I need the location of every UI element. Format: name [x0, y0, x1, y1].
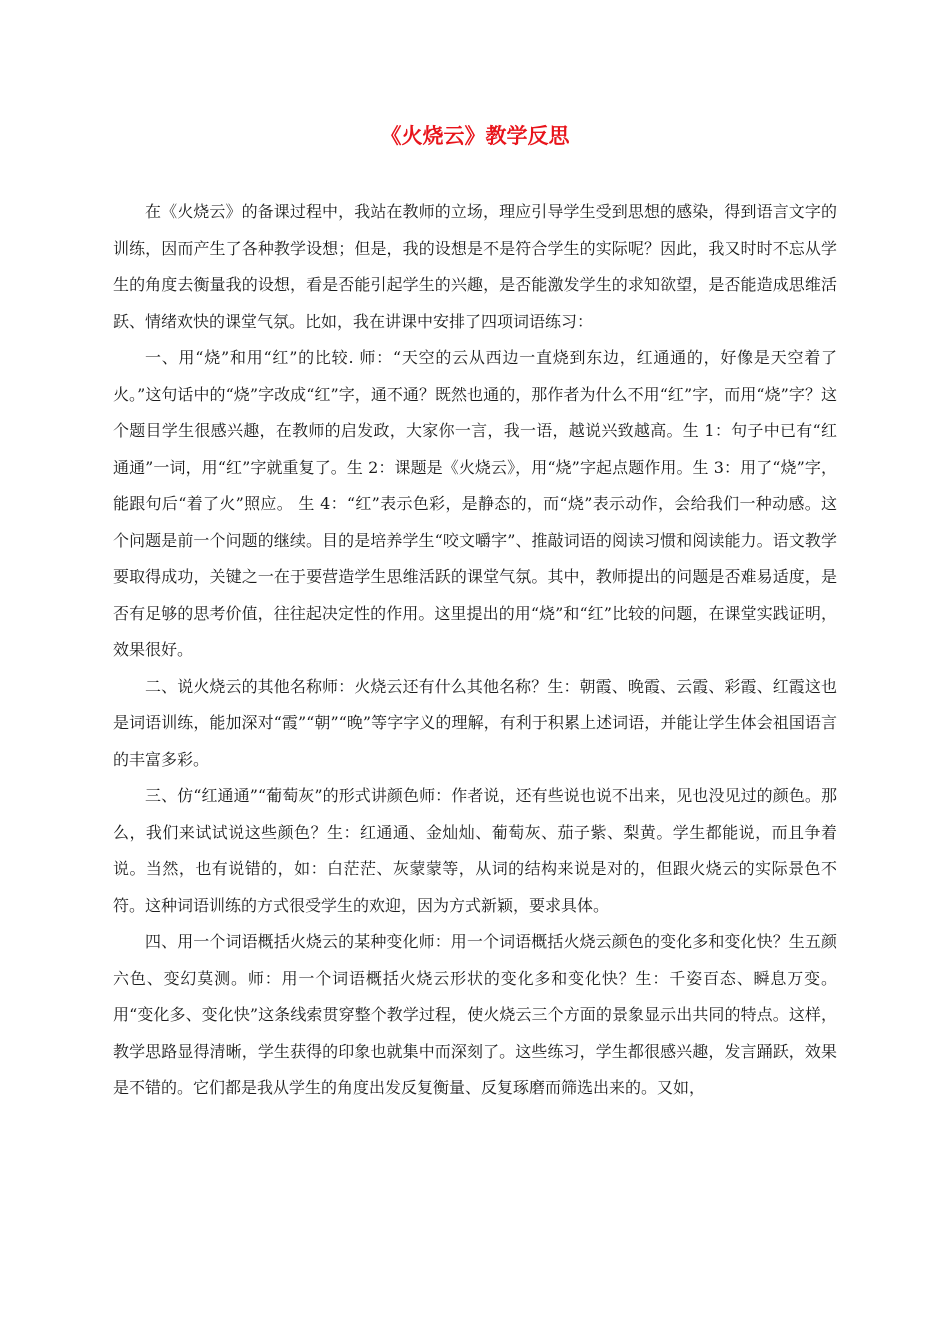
- paragraph-exercise-1: 一、用“烧”和用“红”的比较. 师：“天空的云从西边一直烧到东边，红通通的，好像是天空着了火。”这句话中的“烧”字改成“红”字，通不通？既然也通的，那作者为什么不用“红”字，而用“烧”字？这个题目学生很感兴趣，在教师的启发政，大家你一言，我一语，越说兴致越高。生 1：句子中已有“红通通”一词，用“红”字就重复了。生 2：课题是《火烧云》，用“烧”字起点题作用。生 3：用了“烧”字，能跟句后“着了火”照应。 生 4：“红”表示色彩，是静态的，而“烧”表示动作，会给我们一种动感。这个问题是前一个问题的继续。目的是培养学生“咬文嚼字”、推敲词语的阅读习惯和阅读能力。语文教学要取得成功，关键之一在于要营造学生思维活跃的课堂气氛。其中，教师提出的问题是否难易适度，是否有足够的思考价值，往往起决定性的作用。这里提出的用“烧”和“红”比较的问题，在课堂实践证明，效果很好。: [113, 348, 837, 659]
- paragraph-exercise-2: 二、说火烧云的其他名称师：火烧云还有什么其他名称？生：朝霞、晚霞、云霞、彩霞、红霞这也是词语训练，能加深对“霞”“朝”“晚”等字字义的理解，有利于积累上述词语，并能让学生体会祖国语言的丰富多彩。: [113, 676, 837, 769]
- paragraph-intro: 在《火烧云》的备课过程中，我站在教师的立场，理应引导学生受到思想的感染，得到语言文字的训练，因而产生了各种教学设想；但是，我的设想是不是符合学生的实际呢？因此，我又时时不忘从学生的角度去衡量我的设想，看是否能引起学生的兴趣，是否能激发学生的求知欲望，是否能造成思维活跃、情绪欢快的课堂气氛。比如，我在讲课中安排了四项词语练习：: [113, 202, 837, 331]
- document-body: [113, 194, 837, 1107]
- paragraph-exercise-4: 四、用一个词语概括火烧云的某种变化师：用一个词语概括火烧云颜色的变化多和变化快？生五颜六色、变幻莫测。师：用一个词语概括火烧云形状的变化多和变化快？生：千姿百态、瞬息万变。用“变化多、变化快”这条线索贯穿整个教学过程，使火烧云三个方面的景象显示出共同的特点。这样，教学思路显得清晰，学生获得的印象也就集中而深刻了。这些练习，学生都很感兴趣，发言踊跃，效果是不错的。它们都是我从学生的角度出发反复衡量、反复琢磨而筛选出来的。又如，: [113, 932, 837, 1097]
- page-title: 《火烧云》教学反思: [380, 124, 570, 148]
- paragraph-exercise-3: 三、仿“红通通”“葡萄灰”的形式讲颜色师：作者说，还有些说也说不出来，见也没见过的颜色。那么，我们来试试说这些颜色？生：红通通、金灿灿、葡萄灰、茄子紫、梨黄。学生都能说，而且争着说。当然，也有说错的，如：白茫茫、灰蒙蒙等，从词的结构来说是对的，但跟火烧云的实际景色不符。这种词语训练的方式很受学生的欢迎，因为方式新颖，要求具体。: [113, 786, 837, 915]
